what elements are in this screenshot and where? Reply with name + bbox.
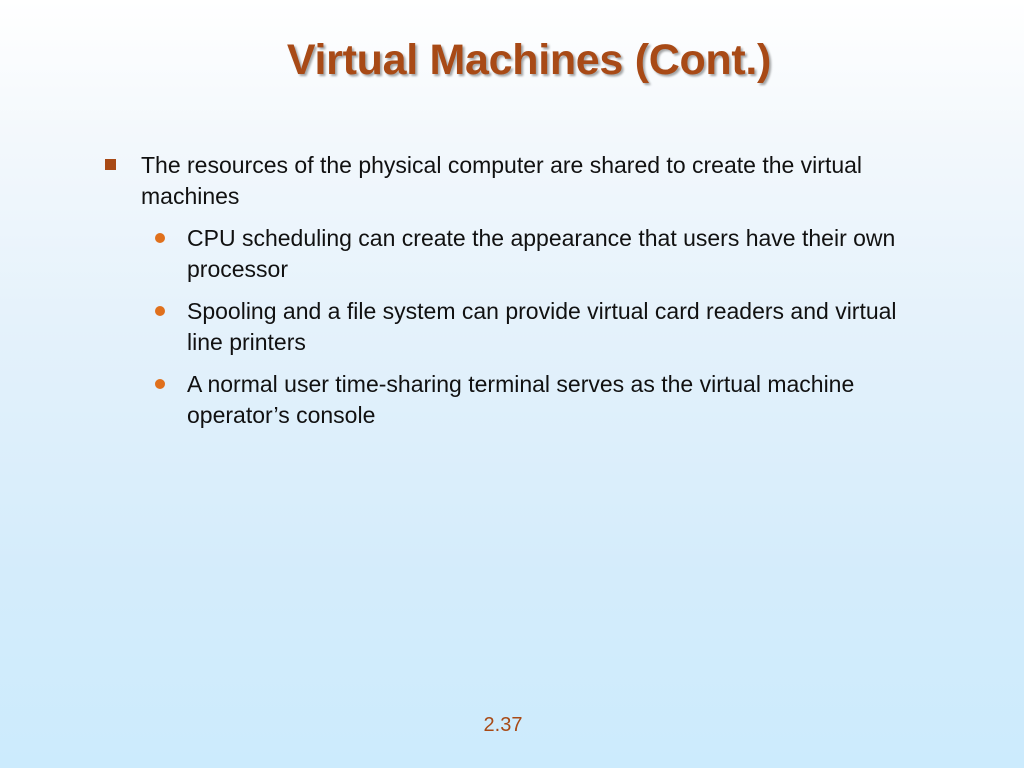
sub-bullet-list	[100, 223, 920, 431]
slide-content	[100, 150, 920, 442]
sub-bullet-item	[146, 296, 920, 358]
bullet-text: The resources of the physical computer are shared to create the virtual machines	[141, 152, 863, 209]
sub-bullet-item	[146, 223, 920, 285]
sub-bullet-item	[146, 369, 920, 431]
round-bullet-icon	[155, 306, 165, 316]
sub-bullet-text: A normal user time-sharing terminal serves as the virtual machine operator’s console	[187, 371, 855, 428]
slide-title: Virtual Machines (Cont.)	[286, 36, 772, 84]
page-number: 2.37	[483, 714, 523, 736]
sub-bullet-text: Spooling and a file system can provide virtual card readers and virtual line printers	[187, 298, 897, 355]
round-bullet-icon	[155, 233, 165, 243]
bullet-item	[100, 150, 920, 212]
round-bullet-icon	[155, 379, 165, 389]
sub-bullet-text: CPU scheduling can create the appearance that users have their own processor	[187, 225, 896, 282]
square-bullet-icon	[105, 159, 116, 170]
